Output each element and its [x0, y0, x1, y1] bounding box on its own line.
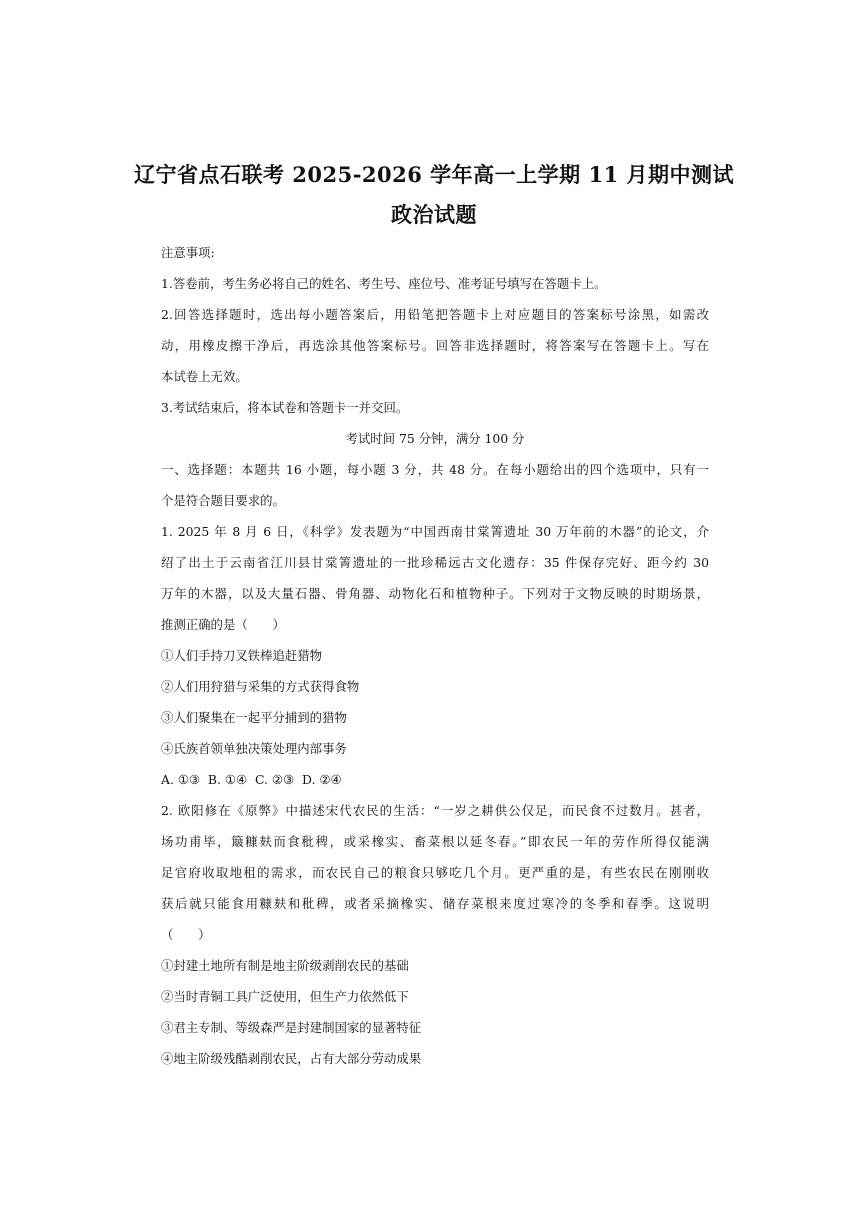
question-1-line-1: 1. 2025 年 8 月 6 日，《科学》发表题为“中国西南甘棠箐遗址 30 万年前的木器”的论文，介 — [161, 524, 709, 539]
question-2-line-1: 2. 欧阳修在《原弊》中描述宋代农民的生活：“一岁之耕供公仅足，而民食不过数月。甚者， — [161, 803, 709, 818]
notice-heading: 注意事项: — [161, 245, 215, 260]
notice-item-2-line-2: 动，用橡皮擦干净后，再选涂其他答案标号。回答非选择题时，将答案写在答题卡上。写在 — [161, 338, 709, 353]
question-1-statement-4: ④氏族首领单独决策处理内部事务 — [161, 741, 347, 756]
exam-info: 考试时间 75 分钟，满分 100 分 — [345, 431, 525, 446]
question-2-line-3: 足官府收取地租的需求，而农民自己的粮食只够吃几个月。更严重的是，有些农民在刚刚收 — [161, 865, 709, 880]
question-1-statement-2: ②人们用狩猎与采集的方式获得食物 — [161, 679, 360, 694]
section-intro-line-1: 一、选择题：本题共 16 小题，每小题 3 分，共 48 分。在每小题给出的四个选项中，只有一 — [161, 462, 709, 477]
section-intro-line-2: 个是符合题目要求的。 — [161, 493, 285, 508]
question-2-line-2: 场功甫毕，簸糠麸而食秕稗，或采橡实、畜菜根以延冬春。”即农民一年的劳作所得仅能满 — [161, 834, 709, 849]
notice-item-2-line-1: 2.回答选择题时，选出每小题答案后，用铅笔把答题卡上对应题目的答案标号涂黑，如需改 — [161, 307, 709, 322]
question-1-statement-3: ③人们聚集在一起平分捕到的猎物 — [161, 710, 347, 725]
exam-title: 辽宁省点石联考 2025-2026 学年高一上学期 11 月期中测试 — [133, 162, 735, 187]
question-2-statement-2: ②当时青铜工具广泛使用，但生产力依然低下 — [161, 989, 409, 1004]
exam-subject-title: 政治试题 — [391, 202, 477, 227]
notice-item-2-line-3: 本试卷上无效。 — [161, 369, 248, 384]
notice-item-1: 1.答卷前，考生务必将自己的姓名、考生号、座位号、准考证号填写在答题卡上。 — [161, 276, 607, 291]
question-2-line-5: （ ） — [161, 927, 211, 942]
question-2-statement-1: ①封建土地所有制是地主阶级剥削农民的基础 — [161, 958, 409, 973]
question-1-line-3: 万年的木器，以及大量石器、骨角器、动物化石和植物种子。下列对于文物反映的时期场景， — [161, 586, 709, 601]
question-1-line-2: 绍了出土于云南省江川县甘棠箐遗址的一批珍稀远古文化遗存：35 件保存完好、距今约 30 — [161, 555, 709, 570]
question-2-statement-3: ③君主专制、等级森严是封建制国家的显著特征 — [161, 1020, 422, 1035]
question-2-statement-4: ④地主阶级残酷剥削农民，占有大部分劳动成果 — [161, 1051, 422, 1066]
notice-item-3: 3.考试结束后，将本试卷和答题卡一并交回。 — [161, 400, 409, 415]
question-1-statement-1: ①人们手持刀叉铁棒追赶猎物 — [161, 648, 323, 663]
question-2-line-4: 获后就只能食用糠麸和秕稗，或者采摘橡实、储存菜根来度过寒冷的冬季和春季。这说明 — [161, 896, 709, 911]
question-1-choices: A. ①③ B. ①④ C. ②③ D. ②④ — [161, 772, 342, 787]
question-1-line-4: 推测正确的是（ ） — [161, 617, 285, 632]
